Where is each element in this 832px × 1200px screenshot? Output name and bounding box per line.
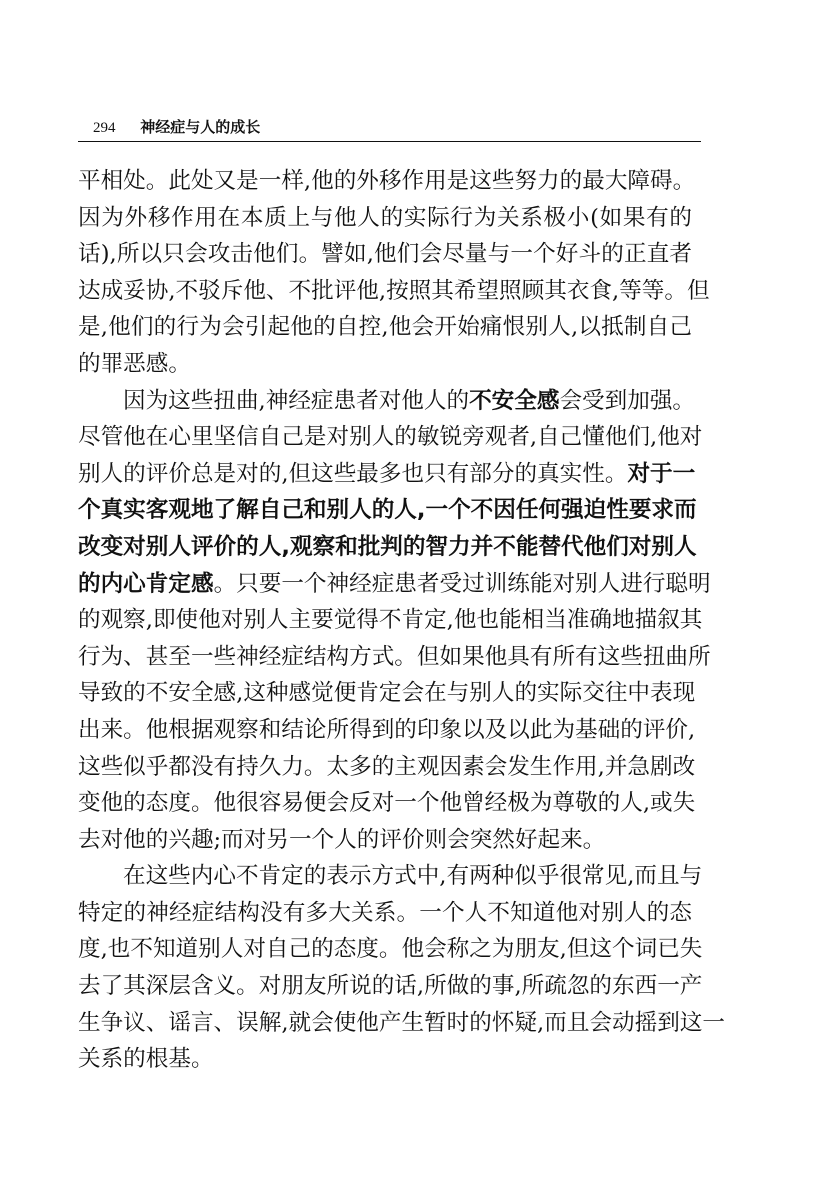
text-run: 去对他的兴趣;而对另一个人的评价则会突然好起来。 xyxy=(78,826,606,853)
bold-text: 不安全感 xyxy=(469,387,560,414)
running-title: 神经症与人的成长 xyxy=(140,118,261,136)
text-run: 行为、甚至一些神经症结构方式。但如果他具有所有这些扭曲所 xyxy=(78,643,711,670)
text-run: 达成妥协,不驳斥他、不批评他,按照其希望照顾其衣食,等等。但 xyxy=(78,277,710,304)
body-text xyxy=(78,163,725,1078)
text-run: 话),所以只会攻击他们。譬如,他们会尽量与一个好斗的正直者 xyxy=(78,241,692,268)
text-run: 尽管他在心里坚信自己是对别人的敏锐旁观者,自己懂他们,他对 xyxy=(78,424,703,451)
text-line xyxy=(78,749,696,786)
text-run: 出来。他根据观察和结论所得到的印象以及以此为基础的评价, xyxy=(78,716,696,743)
text-line xyxy=(78,492,697,529)
paragraph xyxy=(78,383,711,859)
text-line xyxy=(78,712,696,749)
text-line xyxy=(78,163,696,200)
text-run: 生争议、谣言、误解,就会使他产生暂时的怀疑,而且会动摇到这一 xyxy=(78,1009,725,1036)
paragraph xyxy=(78,858,725,1078)
text-line xyxy=(78,1005,725,1042)
text-run: 这些似乎都没有持久力。太多的主观因素会发生作用,并急剧改 xyxy=(78,753,696,780)
text-line xyxy=(78,419,703,456)
text-line xyxy=(78,1041,692,1078)
text-run: 特定的神经症结构没有多大关系。一个人不知道他对别人的态 xyxy=(78,899,692,926)
text-run: 因为外移作用在本质上与他人的实际行为关系极小(如果有的 xyxy=(78,204,692,231)
text-line xyxy=(78,858,703,895)
text-line xyxy=(78,529,697,566)
text-run: 在这些内心不肯定的表示方式中,有两种似乎很常见,而且与 xyxy=(123,863,703,890)
text-line xyxy=(78,309,692,346)
bold-text: 改变对别人评价的人,观察和批判的智力并不能替代他们对别人 xyxy=(78,533,697,560)
bold-text: 的内心肯定感 xyxy=(78,570,214,597)
text-run: 关系的根基。 xyxy=(78,1046,214,1073)
text-run: 的观察,即使他对别人主要觉得不肯定,他也能相当准确地描叙其 xyxy=(78,607,703,634)
text-line xyxy=(78,200,692,237)
text-line xyxy=(78,822,692,859)
text-line xyxy=(78,346,692,383)
text-line xyxy=(78,566,711,603)
text-run: 别人的评价总是对的,但这些最多也只有部分的真实性。 xyxy=(78,460,628,487)
bold-text: 对于一 xyxy=(627,460,696,487)
text-line xyxy=(78,639,711,676)
page-number: 294 xyxy=(93,120,116,136)
text-run: 导致的不安全感,这种感觉便肯定会在与别人的实际交往中表现 xyxy=(78,680,696,707)
text-line xyxy=(78,236,692,273)
text-line xyxy=(78,383,696,420)
paragraph xyxy=(78,163,710,383)
text-run: 是,他们的行为会引起他的自控,他会开始痛恨别人,以抵制自己 xyxy=(78,314,692,341)
text-run: 度,也不知道别人对自己的态度。他会称之为朋友,但这个词已失 xyxy=(78,936,703,963)
text-run: 会受到加强。 xyxy=(559,387,696,414)
text-line xyxy=(78,675,696,712)
text-run: 变他的态度。他很容易便会反对一个他曾经极为尊敬的人,或失 xyxy=(78,790,696,817)
text-run: 的罪恶感。 xyxy=(78,350,191,377)
text-line xyxy=(78,931,703,968)
text-line xyxy=(78,456,696,493)
bold-text: 个真实客观地了解自己和别人的人,一个不因任何强迫性要求而 xyxy=(78,497,697,524)
text-run: 。只要一个神经症患者受过训练能对别人进行聪明 xyxy=(213,570,711,597)
header-rule xyxy=(78,141,701,142)
text-line xyxy=(78,968,703,1005)
text-line xyxy=(78,895,692,932)
text-run: 平相处。此处又是一样,他的外移作用是这些努力的最大障碍。 xyxy=(78,168,696,194)
text-run: 因为这些扭曲,神经症患者对他人的 xyxy=(123,387,470,414)
text-line xyxy=(78,785,696,822)
text-line xyxy=(78,273,710,310)
text-run: 去了其深层含义。对朋友所说的话,所做的事,所疏忽的东西一产 xyxy=(78,973,703,1000)
running-header xyxy=(93,115,701,139)
text-line xyxy=(78,602,703,639)
